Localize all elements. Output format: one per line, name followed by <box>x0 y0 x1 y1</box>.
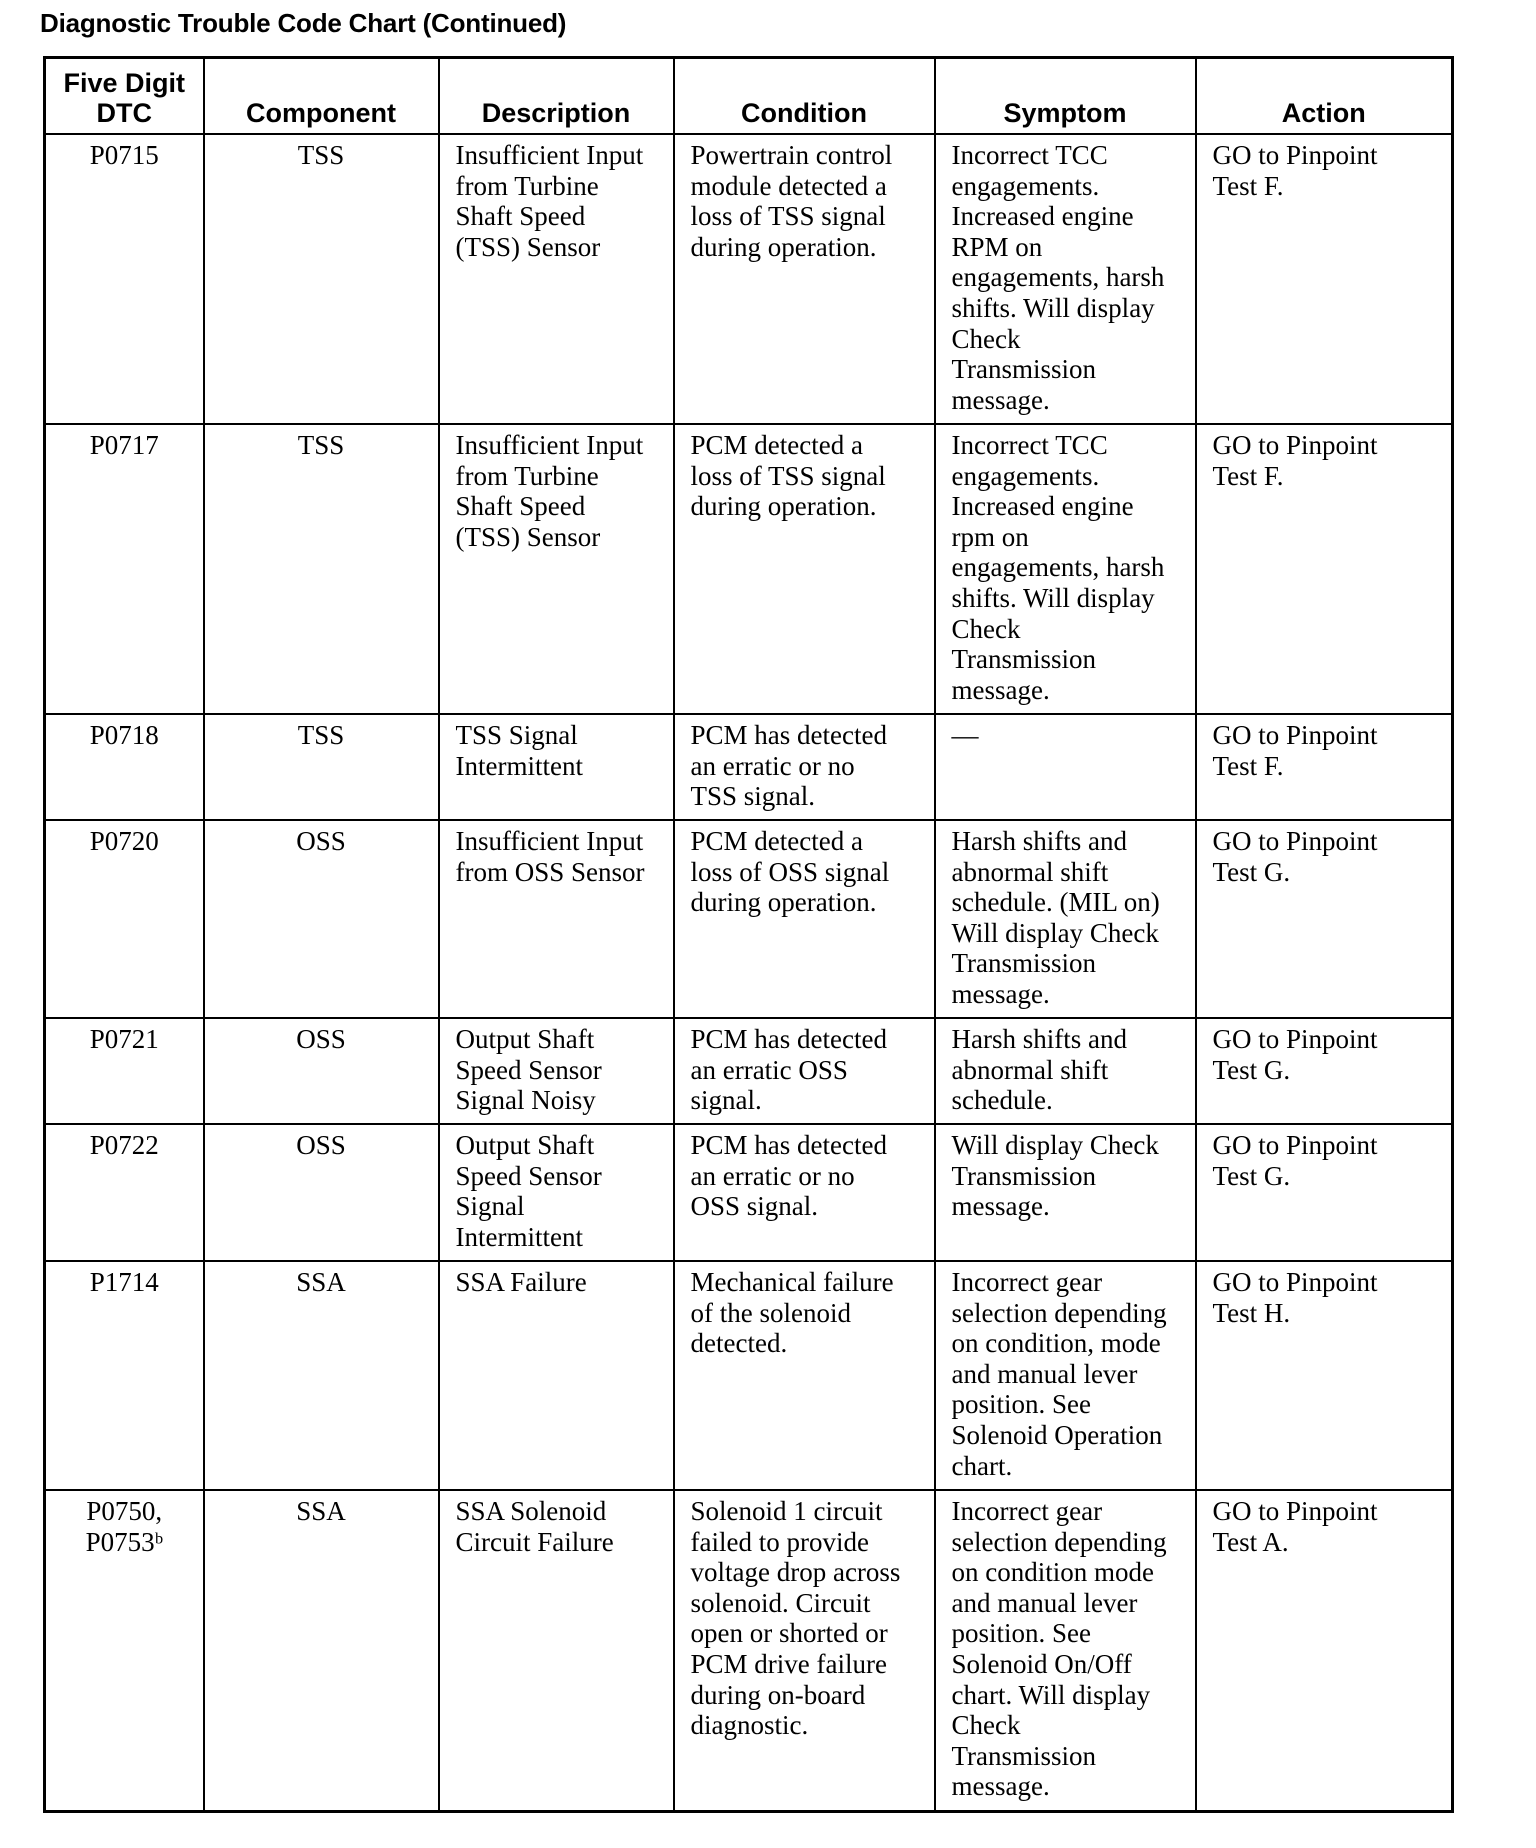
component-cell: OSS <box>204 1124 439 1261</box>
header-action: Action <box>1196 58 1453 135</box>
dtc-cell: P0717 <box>45 424 204 714</box>
symptom-cell: Incorrect gear selection depending on condition, mode and manual lever position. See Solenoid Operation chart. <box>935 1261 1196 1490</box>
symptom-cell: Will display Check Transmission message. <box>935 1124 1196 1261</box>
symptom-cell: Harsh shifts and abnormal shift schedule. (MIL on) Will display Check Transmission message. <box>935 820 1196 1018</box>
dtc-cell: P0718 <box>45 714 204 820</box>
dtc-chart-table <box>43 56 1454 1813</box>
header-condition: Condition <box>674 58 935 135</box>
table-row <box>45 424 1453 714</box>
component-cell: TSS <box>204 424 439 714</box>
description-cell: Output Shaft Speed Sensor Signal Noisy <box>439 1018 674 1124</box>
table-row <box>45 1261 1453 1490</box>
symptom-cell: Incorrect gear selection depending on condition mode and manual lever position. See Solenoid On/Off chart. Will display Check Transmission message. <box>935 1490 1196 1811</box>
table-row <box>45 134 1453 424</box>
action-cell: GO to Pinpoint Test G. <box>1196 1124 1453 1261</box>
description-cell: Insufficient Input from Turbine Shaft Speed (TSS) Sensor <box>439 134 674 424</box>
dtc-cell: P0722 <box>45 1124 204 1261</box>
description-cell: Insufficient Input from OSS Sensor <box>439 820 674 1018</box>
symptom-cell: Incorrect TCC engagements. Increased engine RPM on engagements, harsh shifts. Will display Check Transmission message. <box>935 134 1196 424</box>
component-cell: SSA <box>204 1261 439 1490</box>
component-cell: TSS <box>204 714 439 820</box>
table-row <box>45 1124 1453 1261</box>
action-cell: GO to Pinpoint Test A. <box>1196 1490 1453 1811</box>
dtc-cell: P1714 <box>45 1261 204 1490</box>
table-row <box>45 1490 1453 1811</box>
component-cell: OSS <box>204 820 439 1018</box>
condition-cell: PCM has detected an erratic or no OSS signal. <box>674 1124 935 1261</box>
action-cell: GO to Pinpoint Test G. <box>1196 820 1453 1018</box>
symptom-cell: Harsh shifts and abnormal shift schedule. <box>935 1018 1196 1124</box>
description-cell: SSA Solenoid Circuit Failure <box>439 1490 674 1811</box>
dtc-cell: P0720 <box>45 820 204 1018</box>
description-cell: Insufficient Input from Turbine Shaft Speed (TSS) Sensor <box>439 424 674 714</box>
table-row <box>45 1018 1453 1124</box>
action-cell: GO to Pinpoint Test F. <box>1196 424 1453 714</box>
table-row <box>45 820 1453 1018</box>
component-cell: OSS <box>204 1018 439 1124</box>
dtc-cell: P0750, P0753ᵇ <box>45 1490 204 1811</box>
header-row <box>45 58 1453 135</box>
header-dtc: Five Digit DTC <box>45 58 204 135</box>
component-cell: SSA <box>204 1490 439 1811</box>
condition-cell: PCM has detected an erratic OSS signal. <box>674 1018 935 1124</box>
dtc-cell: P0715 <box>45 134 204 424</box>
page-title: Diagnostic Trouble Code Chart (Continued) <box>40 8 567 38</box>
action-cell: GO to Pinpoint Test H. <box>1196 1261 1453 1490</box>
action-cell: GO to Pinpoint Test F. <box>1196 714 1453 820</box>
description-cell: SSA Failure <box>439 1261 674 1490</box>
condition-cell: PCM has detected an erratic or no TSS signal. <box>674 714 935 820</box>
action-cell: GO to Pinpoint Test F. <box>1196 134 1453 424</box>
header-component: Component <box>204 58 439 135</box>
condition-cell: Solenoid 1 circuit failed to provide voltage drop across solenoid. Circuit open or shorted or PCM drive failure during on-board diagnostic. <box>674 1490 935 1811</box>
header-description: Description <box>439 58 674 135</box>
description-cell: TSS Signal Intermittent <box>439 714 674 820</box>
table-row <box>45 714 1453 820</box>
condition-cell: PCM detected a loss of OSS signal during operation. <box>674 820 935 1018</box>
condition-cell: PCM detected a loss of TSS signal during operation. <box>674 424 935 714</box>
condition-cell: Powertrain control module detected a loss of TSS signal during operation. <box>674 134 935 424</box>
dtc-cell: P0721 <box>45 1018 204 1124</box>
header-symptom: Symptom <box>935 58 1196 135</box>
symptom-cell: Incorrect TCC engagements. Increased engine rpm on engagements, harsh shifts. Will display Check Transmission message. <box>935 424 1196 714</box>
symptom-cell: — <box>935 714 1196 820</box>
condition-cell: Mechanical failure of the solenoid detected. <box>674 1261 935 1490</box>
component-cell: TSS <box>204 134 439 424</box>
description-cell: Output Shaft Speed Sensor Signal Intermittent <box>439 1124 674 1261</box>
action-cell: GO to Pinpoint Test G. <box>1196 1018 1453 1124</box>
